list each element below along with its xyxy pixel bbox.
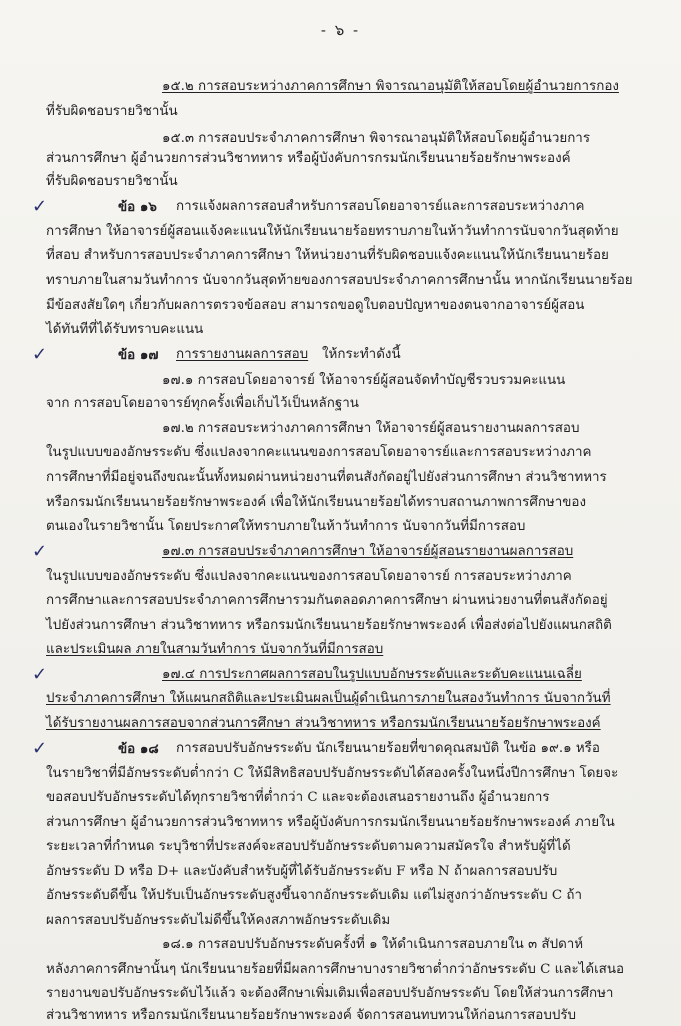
para-18-1-line-3: รายงานขอปรับอักษรระดับไว้แล้ว จะต้องศึกษาเพิ่มเติมเพื่อสอบปรับอักษรระดับ โดยให้ส่วนการศึกษา	[46, 986, 614, 1001]
page-number: - ๖ -	[320, 21, 361, 39]
clause-18-line-5: ระยะเวลาที่กำหนด ระบุวิชาที่ประสงค์จะสอบปรับอักษรระดับตามความสมัครใจ สำหรับผู้ที่ได้	[46, 839, 571, 854]
handwritten-check-mark: ✓	[32, 196, 48, 217]
clause-18-line-1: การสอบปรับอักษรระดับ นักเรียนนายร้อยที่ขาดคุณสมบัติ ในข้อ ๑๙.๑ หรือ	[176, 741, 600, 756]
clause-18-line-3: ขอสอบปรับอักษรระดับได้ทุกรายวิชาที่ต่ำกว่า C และจะต้องเสนอรายงานถึง ผู้อำนวยการ	[46, 790, 550, 805]
para-17-3-line-2: ในรูปแบบของอักษรระดับ ซึ่งแปลงจากคะแนนของการสอบโดยอาจารย์ การสอบระหว่างภาค	[46, 569, 572, 584]
handwritten-check-mark: ✓	[32, 738, 48, 759]
clause-18-line-8: ผลการสอบปรับอักษรระดับไม่ดีขึ้นให้คงสภาพอักษรระดับเดิม	[46, 913, 391, 928]
clause-16-line-6: ได้ทันทีที่ได้รับทราบคะแนน	[46, 322, 204, 337]
clause-18-line-2: ในรายวิชาที่มีอักษรระดับต่ำกว่า C ให้มีสิทธิสอบปรับอักษรระดับได้สองครั้งในหนึ่งปีการศึกษา โดยจะ	[46, 766, 619, 781]
clause-16-line-5: มีข้อสงสัยใดๆ เกี่ยวกับผลการตรวจข้อสอบ สามารถขอดูใบตอบปัญหาของตนจากอาจารย์ผู้สอน	[46, 298, 585, 313]
clause-16-line-4: ทราบภายในสามวันทำการ นับจากวันสุดท้ายของการสอบประจำภาคการศึกษานั้น หากนักเรียนนายร้อย	[46, 273, 633, 288]
clause-17-title-rest: ให้กระทำดังนี้	[322, 347, 401, 362]
clause-17-title: การรายงานผลการสอบ	[176, 347, 309, 362]
para-17-3-line-4: ไปยังส่วนการศึกษา ส่วนวิชาทหาร หรือกรมนักเรียนนายร้อยรักษาพระองค์ เพื่อส่งต่อไปยังแผนกสถิติ	[46, 618, 612, 633]
para-15-3-line-1: ๑๕.๓ การสอบประจำภาคการศึกษา พิจารณาอนุมัติให้สอบโดยผู้อำนวยการ	[162, 131, 591, 146]
para-17-2-line-4: หรือกรมนักเรียนนายร้อยรักษาพระองค์ เพื่อให้นักเรียนนายร้อยได้ทราบสถานภาพการศึกษาของ	[46, 495, 587, 510]
clause-18-line-6: อักษรระดับ D หรือ D+ และบังคับสำหรับผู้ที่ได้รับอักษรระดับ F หรือ N ถ้าผลการสอบปรับ	[46, 864, 558, 879]
para-17-1-line-1: ๑๗.๑ การสอบโดยอาจารย์ ให้อาจารย์ผู้สอนจัดทำบัญชีรวบรวมคะแนน	[162, 373, 566, 388]
handwritten-check-mark: ✓	[32, 541, 48, 562]
clause-18-line-7: อักษรระดับดีขึ้น ให้ปรับเป็นอักษรระดับสูงขึ้นจากอักษรระดับเดิม แต่ไม่สูงกว่าอักษรระดับ C ถ้า	[46, 888, 583, 903]
clause-17-heading: ข้อ ๑๗	[118, 347, 159, 363]
para-17-4-line-3: ได้รับรายงานผลการสอบจากส่วนการศึกษา ส่วนวิชาทหาร หรือกรมนักเรียนนายร้อยรักษาพระองค์	[46, 716, 601, 731]
clause-18-line-4: ส่วนการศึกษา ผู้อำนวยการส่วนวิชาทหาร หรือผู้บังคับการกรมนักเรียนนายร้อยรักษาพระองค์ ภายใน	[46, 815, 615, 830]
para-17-2-line-5: ตนเองในรายวิชานั้น โดยประกาศให้ทราบภายในห้าวันทำการ นับจากวันที่มีการสอบ	[46, 519, 526, 534]
para-18-1-line-1: ๑๘.๑ การสอบปรับอักษรระดับครั้งที่ ๑ ให้ดำเนินการสอบภายใน ๓ สัปดาห์	[162, 937, 584, 952]
para-17-1-line-2: จาก การสอบโดยอาจารย์ทุกครั้งเพื่อเก็บไว้เป็นหลักฐาน	[46, 396, 359, 411]
para-18-1-line-4: ส่วนวิชาทหาร หรือกรมนักเรียนนายร้อยรักษาพระองค์ จัดการสอนทบทวนให้ก่อนการสอบปรับ	[46, 1008, 577, 1023]
para-17-2-line-1: ๑๗.๒ การสอบระหว่างภาคการศึกษา ให้อาจารย์ผู้สอนรายงานผลการสอบ	[162, 421, 580, 436]
clause-16-heading: ข้อ ๑๖	[118, 199, 157, 215]
para-17-4-line-1: ๑๗.๔ การประกาศผลการสอบในรูปแบบอักษรระดับและระดับคะแนนเฉลี่ย	[162, 667, 582, 682]
clause-16-line-3: ที่สอบ สำหรับการสอบประจำภาคการศึกษา ให้หน่วยงานที่รับผิดชอบแจ้งคะแนนให้นักเรียนนายร้อย	[46, 248, 609, 263]
para-17-2-line-2: ในรูปแบบของอักษรระดับ ซึ่งแปลงจากคะแนนของการสอบโดยอาจารย์และการสอบระหว่างภาค	[46, 445, 592, 460]
clause-16-line-2: การศึกษา ให้อาจารย์ผู้สอนแจ้งคะแนนให้นักเรียนนายร้อยทราบภายในห้าวันทำการนับจากวันสุดท้าย	[46, 224, 619, 239]
para-15-2-line-2: ที่รับผิดชอบรายวิชานั้น	[46, 104, 178, 119]
handwritten-check-mark: ✓	[32, 344, 48, 365]
clause-16-line-1: การแจ้งผลการสอบสำหรับการสอบโดยอาจารย์และการสอบระหว่างภาค	[176, 199, 585, 214]
para-17-3-line-5: และประเมินผล ภายในสามวันทำการ นับจากวันที่มีการสอบ	[46, 642, 384, 657]
para-17-3-line-3: การศึกษาและการสอบประจำภาคการศึกษารวมกันตลอดภาคการศึกษา ผ่านหน่วยงานที่ตนสังกัดอยู่	[46, 593, 608, 608]
clause-18-heading: ข้อ ๑๘	[118, 741, 159, 757]
para-15-2-line-1: ๑๕.๒ การสอบระหว่างภาคการศึกษา พิจารณาอนุมัติให้สอบโดยผู้อำนวยการกอง	[162, 79, 619, 94]
handwritten-check-mark: ✓	[32, 664, 48, 685]
para-15-3-line-3: ที่รับผิดชอบรายวิชานั้น	[46, 174, 178, 189]
para-15-3-line-2: ส่วนการศึกษา ผู้อำนวยการส่วนวิชาทหาร หรือผู้บังคับการกรมนักเรียนนายร้อยรักษาพระองค์	[46, 151, 571, 166]
para-18-1-line-2: หลังภาคการศึกษานั้นๆ นักเรียนนายร้อยที่มีผลการศึกษาบางรายวิชาต่ำกว่าอักษรระดับ C และได้เสนอ	[46, 962, 625, 977]
para-17-4-line-2: ประจำภาคการศึกษา ให้แผนกสถิติและประเมินผลเป็นผู้ดำเนินการภายในสองวันทำการ นับจากวันที่	[46, 691, 611, 706]
para-17-2-line-3: การศึกษาที่มีอยู่จนถึงขณะนั้นทั้งหมดผ่านหน่วยงานที่ตนสังกัดอยู่ไปยังส่วนการศึกษา ส่วนวิชาทหาร	[46, 470, 607, 485]
para-17-3-line-1: ๑๗.๓ การสอบประจำภาคการศึกษา ให้อาจารย์ผู้สอนรายงานผลการสอบ	[162, 544, 574, 559]
